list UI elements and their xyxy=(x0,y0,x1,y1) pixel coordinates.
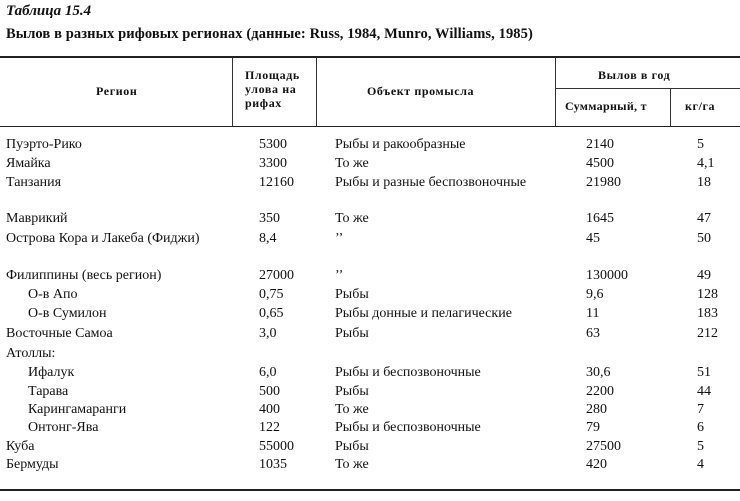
cell-kg-ha: 4 xyxy=(697,457,704,472)
cell-total: 27500 xyxy=(586,439,621,454)
header-area-2: улова на xyxy=(245,82,297,96)
cell-area: 3,0 xyxy=(259,326,277,341)
cell-region: Атоллы: xyxy=(6,346,56,361)
cell-region: Пуэрто-Рико xyxy=(6,137,82,152)
cell-region: Онтонг-Ява xyxy=(28,420,99,435)
cell-total: 2140 xyxy=(586,137,614,152)
cell-kg-ha: 5 xyxy=(697,137,704,152)
cell-kg-ha: 5 xyxy=(697,439,704,454)
cell-region: Бермуды xyxy=(6,457,59,472)
header-object: Объект промысла xyxy=(367,84,475,98)
cell-area: 400 xyxy=(259,402,280,417)
table-row xyxy=(0,364,740,384)
table-row xyxy=(0,305,740,325)
cell-total: 30,6 xyxy=(586,365,611,380)
cell-object: То же xyxy=(335,156,369,171)
cell-area: 3300 xyxy=(259,156,287,171)
cell-area: 350 xyxy=(259,211,280,226)
cell-total: 420 xyxy=(586,457,607,472)
cell-region: Острова Кора и Лакеба (Фиджи) xyxy=(6,231,200,246)
table-title: Вылов в разных рифовых регионах (данные: Russ, 1984, Munro, Williams, 1985) xyxy=(6,26,533,42)
table-row xyxy=(0,286,740,306)
table-row xyxy=(0,155,740,175)
cell-object: Рыбы и беспозвоночные xyxy=(335,365,481,380)
cell-region: Ифалук xyxy=(28,365,75,380)
cell-total: 4500 xyxy=(586,156,614,171)
cell-region: О-в Апо xyxy=(28,287,78,302)
header-total: Суммарный, т xyxy=(565,99,647,113)
cell-region: О-в Сумилон xyxy=(28,306,107,321)
table-row xyxy=(0,267,740,287)
table-row xyxy=(0,401,740,421)
cell-area: 5300 xyxy=(259,137,287,152)
header-catch: Вылов в год xyxy=(598,68,671,82)
cell-region: Филиппины (весь регион) xyxy=(6,268,162,283)
cell-area: 0,75 xyxy=(259,287,284,302)
cell-kg-ha: 51 xyxy=(697,365,711,380)
cell-region: Куба xyxy=(6,439,35,454)
cell-object: Рыбы донные и пелагические xyxy=(335,306,512,321)
cell-total: 21980 xyxy=(586,175,621,190)
cell-object: ’’ xyxy=(335,268,344,283)
cell-region: Карингамаранги xyxy=(28,402,127,417)
cell-total: 130000 xyxy=(586,268,628,283)
cell-object: ’’ xyxy=(335,231,344,246)
cell-kg-ha: 183 xyxy=(697,306,718,321)
cell-kg-ha: 128 xyxy=(697,287,718,302)
cell-region: Тарава xyxy=(28,384,69,399)
cell-area: 1035 xyxy=(259,457,287,472)
cell-object: Рыбы xyxy=(335,384,369,399)
cell-total: 79 xyxy=(586,420,600,435)
cell-total: 9,6 xyxy=(586,287,604,302)
table-caption: Таблица 15.4 xyxy=(6,3,92,19)
table-row xyxy=(0,419,740,439)
cell-object: Рыбы и беспозвоночные xyxy=(335,420,481,435)
cell-kg-ha: 4,1 xyxy=(697,156,715,171)
cell-kg-ha: 212 xyxy=(697,326,718,341)
cell-region: Танзания xyxy=(6,175,62,190)
cell-object: Рыбы xyxy=(335,326,369,341)
cell-kg-ha: 6 xyxy=(697,420,704,435)
cell-total: 280 xyxy=(586,402,607,417)
cell-kg-ha: 7 xyxy=(697,402,704,417)
cell-total: 11 xyxy=(586,306,600,321)
cell-object: То же xyxy=(335,457,369,472)
cell-kg-ha: 47 xyxy=(697,211,711,226)
cell-object: Рыбы xyxy=(335,439,369,454)
table-row xyxy=(0,438,740,458)
cell-object: То же xyxy=(335,211,369,226)
cell-region: Маврикий xyxy=(6,211,68,226)
cell-total: 1645 xyxy=(586,211,614,226)
cell-kg-ha: 18 xyxy=(697,175,711,190)
cell-total: 45 xyxy=(586,231,600,246)
cell-object: Рыбы xyxy=(335,287,369,302)
table-row xyxy=(0,210,740,230)
bottom-rule xyxy=(0,489,740,491)
header-area-1: Площадь xyxy=(245,68,300,82)
cell-area: 8,4 xyxy=(259,231,277,246)
cell-total: 2200 xyxy=(586,384,614,399)
cell-region: Ямайка xyxy=(6,156,51,171)
cell-object: Рыбы и ракообразные xyxy=(335,137,466,152)
table-row xyxy=(0,345,740,365)
table-row xyxy=(0,136,740,156)
cell-area: 500 xyxy=(259,384,280,399)
header-region: Регион xyxy=(96,84,138,98)
cell-object: Рыбы и разные беспозвоночные xyxy=(335,175,527,190)
cell-object: То же xyxy=(335,402,369,417)
cell-kg-ha: 44 xyxy=(697,384,711,399)
cell-area: 55000 xyxy=(259,439,294,454)
cell-area: 27000 xyxy=(259,268,294,283)
cell-area: 6,0 xyxy=(259,365,277,380)
table-row xyxy=(0,230,740,250)
header-kg-ha: кг/га xyxy=(685,99,716,113)
cell-area: 0,65 xyxy=(259,306,284,321)
cell-kg-ha: 50 xyxy=(697,231,711,246)
table-row xyxy=(0,383,740,403)
cell-area: 122 xyxy=(259,420,280,435)
cell-total: 63 xyxy=(586,326,600,341)
cell-region: Восточные Самоа xyxy=(6,326,113,341)
cell-kg-ha: 49 xyxy=(697,268,711,283)
cell-area: 12160 xyxy=(259,175,294,190)
table-row xyxy=(0,174,740,194)
header-area-3: рифах xyxy=(245,96,282,110)
table-row xyxy=(0,325,740,345)
table-row xyxy=(0,456,740,476)
